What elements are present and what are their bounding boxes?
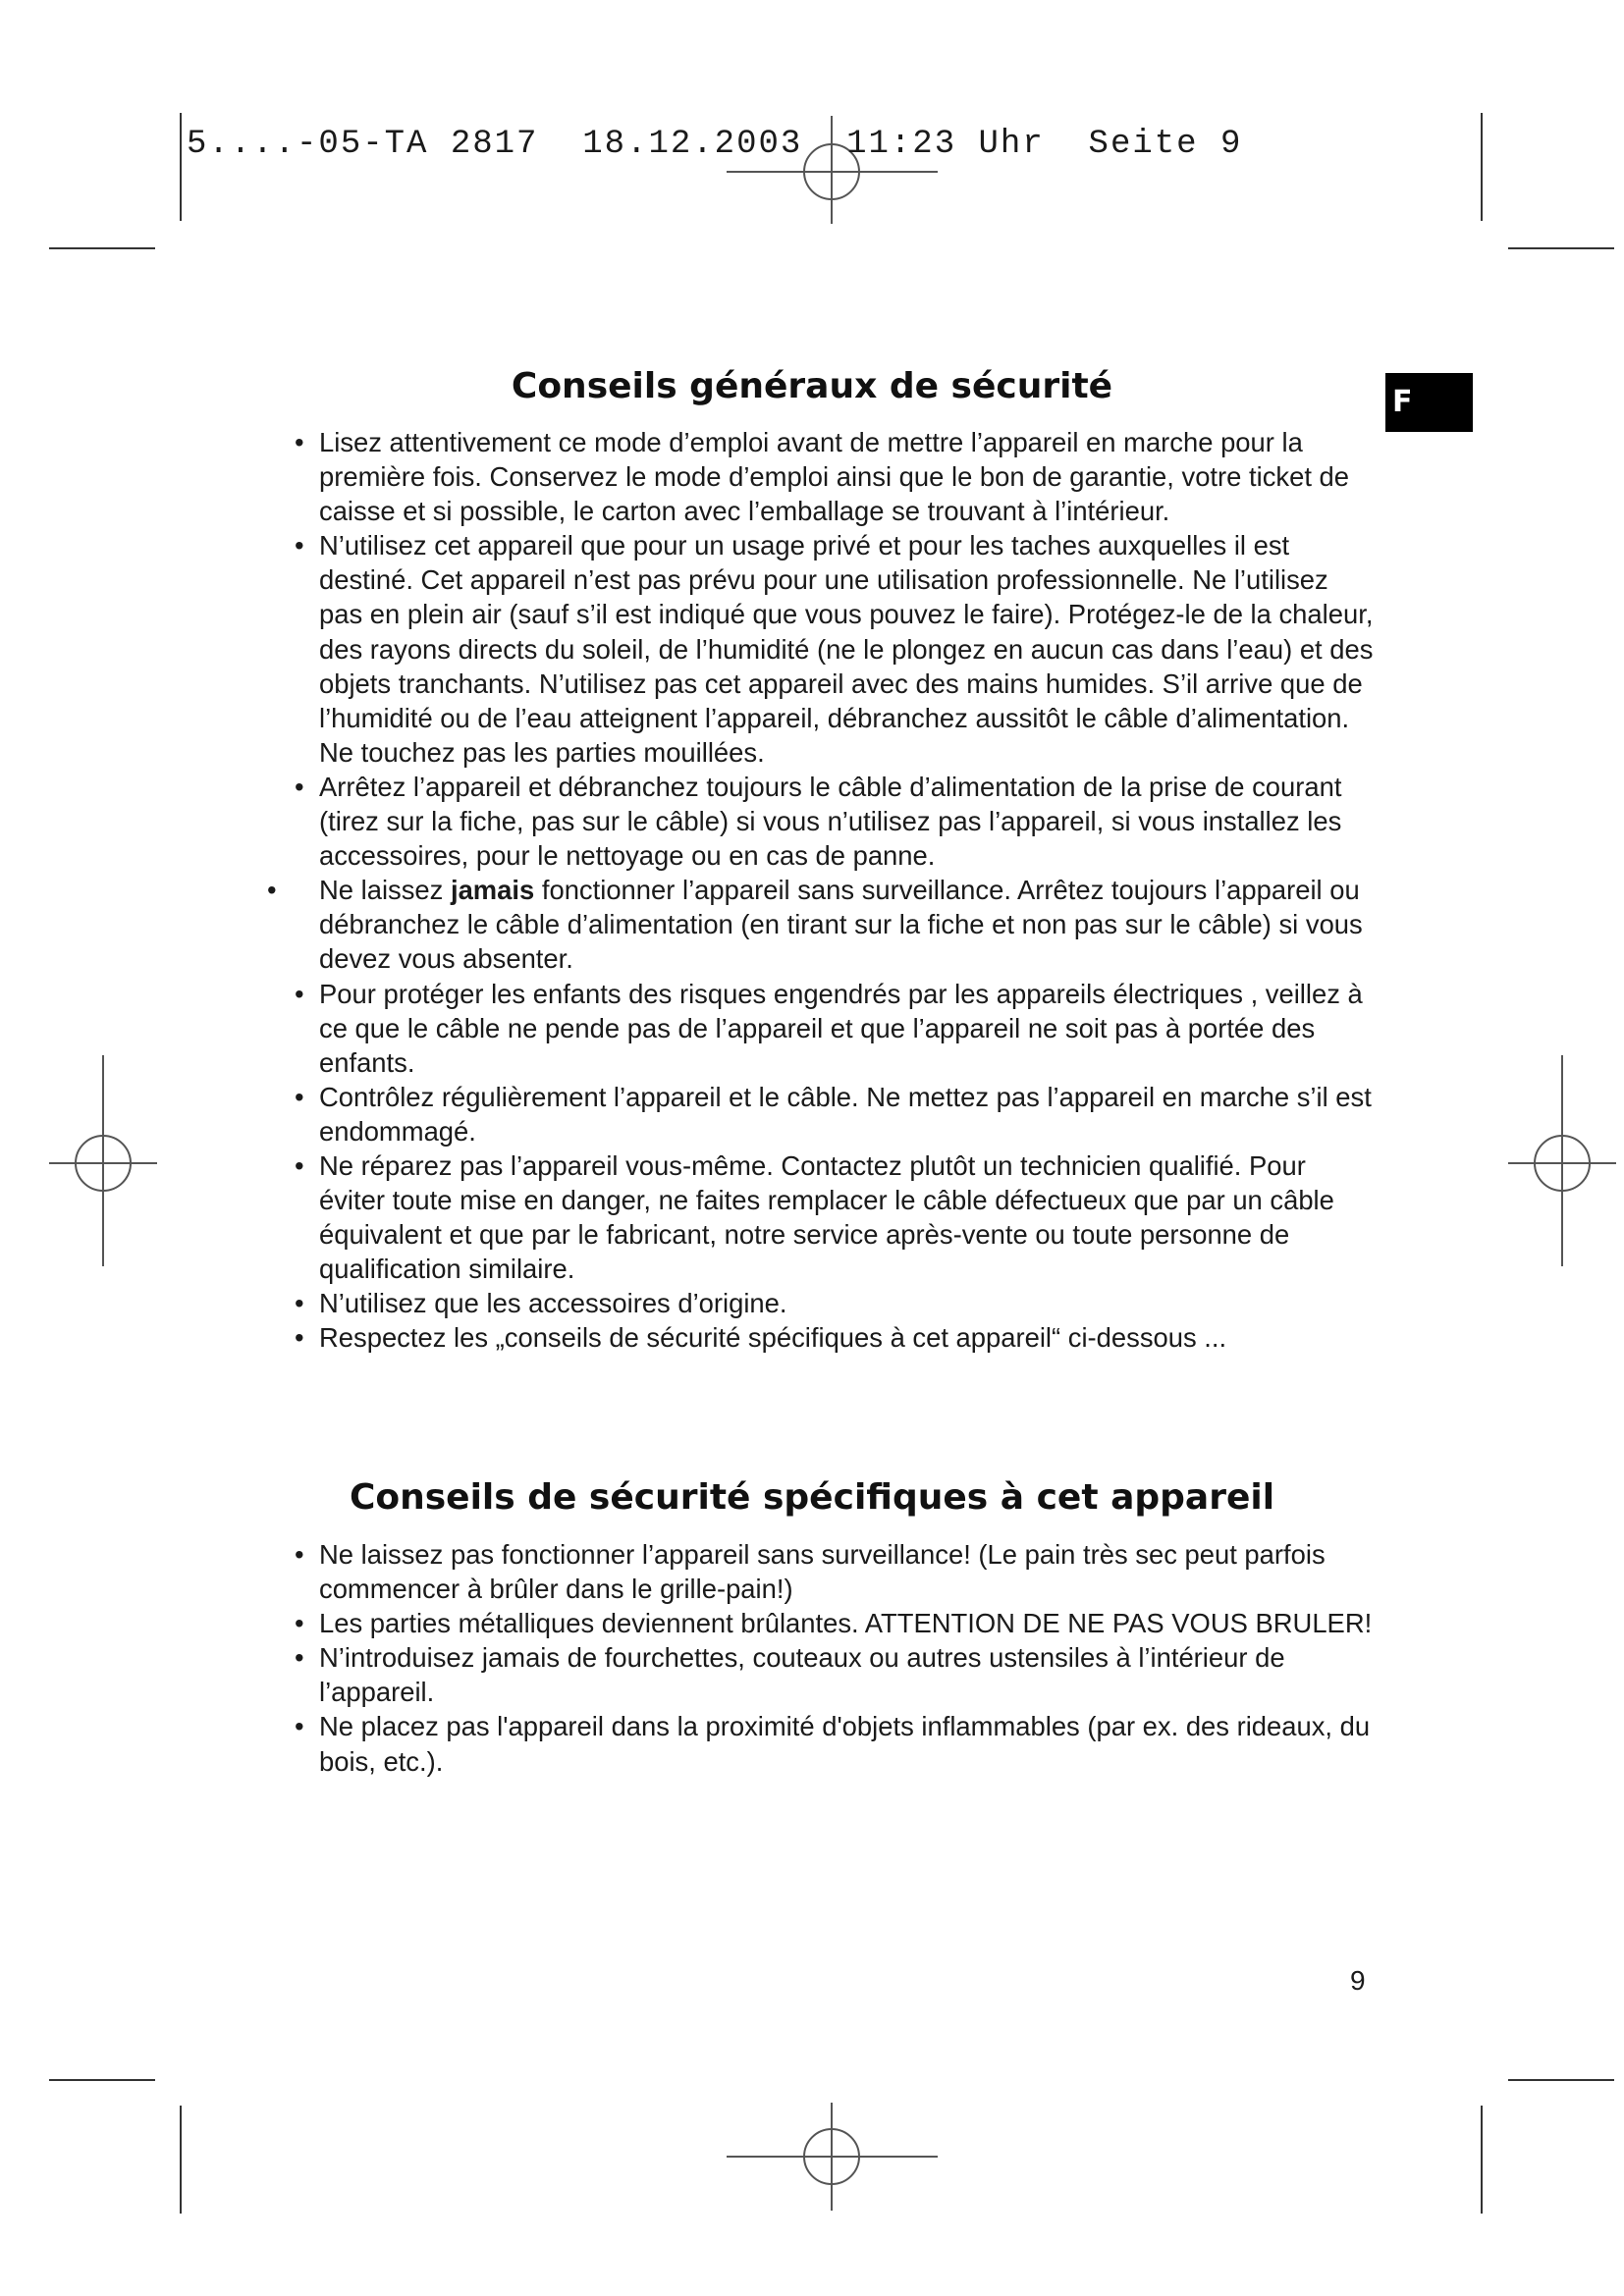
crop-mark bbox=[1508, 2079, 1614, 2081]
section-title-specific-safety: Conseils de sécurité spécifiques à cet appareil bbox=[349, 1477, 1275, 1518]
crop-mark bbox=[1508, 247, 1614, 249]
list-item: • Pour protéger les enfants des risques engendrés par les appareils électriques , veillez à ce que le câble ne pende pas de l’appareil et que l’appareil ne soit pas à portée des enfants. bbox=[267, 977, 1377, 1080]
list-item: • Ne laissez pas fonctionner l’appareil sans surveillance! (Le pain très sec peut parfois commencer à brûler dans le grille-pain!) bbox=[267, 1537, 1377, 1606]
item-text-before: Ne laissez bbox=[319, 875, 451, 906]
general-safety-list bbox=[267, 425, 1377, 1356]
list-item: • Contrôlez régulièrement l’appareil et le câble. Ne mettez pas l’appareil en marche s’il est endommagé. bbox=[267, 1080, 1377, 1148]
registration-mark-bottom bbox=[727, 2103, 943, 2211]
page-number: 9 bbox=[1350, 1965, 1366, 1996]
list-item: • Ne réparez pas l’appareil vous-même. Contactez plutôt un technicien qualifié. Pour éviter toute mise en danger, ne faites remplacer le câble défectueux que par un câble équivalent et que par le fabricant, notre service après-vente ou toute personne de qualification similaire. bbox=[267, 1148, 1377, 1286]
section-title-general-safety: Conseils généraux de sécurité bbox=[511, 366, 1113, 406]
crop-mark bbox=[180, 113, 182, 221]
registration-mark-left bbox=[49, 1055, 157, 1271]
list-item: • Lisez attentivement ce mode d’emploi avant de mettre l’appareil en marche pour la première fois. Conservez le mode d’emploi ainsi que le bon de garantie, votre ticket de caisse et si possible, le carton avec l’emballage se trouvant à l’intérieur. bbox=[267, 425, 1377, 528]
item-text-bold: jamais bbox=[450, 875, 535, 906]
list-item: • N’introduisez jamais de fourchettes, couteaux ou autres ustensiles à l’intérieur de l’appareil. bbox=[267, 1640, 1377, 1709]
list-item: • Respectez les „conseils de sécurité spécifiques à cet appareil“ ci-dessous ... bbox=[267, 1320, 1377, 1355]
list-item: • Arrêtez l’appareil et débranchez toujours le câble d’alimentation de la prise de courant (tirez sur la fiche, pas sur le câble) si vous n’utilisez pas l’appareil, si vous installez les accessoires, pour le nettoyage ou en cas de panne. bbox=[267, 770, 1377, 873]
list-item: • Ne placez pas l'appareil dans la proximité d'objets inflammables (par ex. des rideaux, du bois, etc.). bbox=[267, 1709, 1377, 1778]
list-item bbox=[267, 873, 1377, 976]
language-tab: F bbox=[1385, 373, 1473, 432]
crop-mark bbox=[49, 247, 155, 249]
crop-mark bbox=[1481, 2106, 1483, 2214]
specific-safety-list bbox=[267, 1537, 1377, 1779]
print-slug-line: 5....-05-TA 2817 18.12.2003 11:23 Uhr Seite 9 bbox=[187, 126, 1243, 163]
crop-mark bbox=[1481, 113, 1483, 221]
item-text-after: fonctionner l’appareil sans surveillance. Arrêtez toujours l’appareil ou débranchez le câble d’alimentation (en tirant sur la fiche et non pas sur le câble) si vous devez vous absenter. bbox=[319, 875, 1363, 975]
list-item: • Les parties métalliques deviennent brûlantes. ATTENTION DE NE PAS VOUS BRULER! bbox=[267, 1606, 1377, 1640]
list-item: • N’utilisez que les accessoires d’origine. bbox=[267, 1286, 1377, 1320]
crop-mark bbox=[180, 2106, 182, 2214]
list-item: • N’utilisez cet appareil que pour un usage privé et pour les taches auxquelles il est destiné. Cet appareil n’est pas prévu pour une utilisation professionnelle. Ne l’utilisez pas en plein air (sauf s’il est indiqué que vous pouvez le faire). Protégez-le de la chaleur, des rayons directs du soleil, de l’humidité (ne le plongez en aucun cas dans l’eau) et des objets tranchants. N’utilisez pas cet appareil avec des mains humides. S’il arrive que de l’humidité ou de l’eau atteignent l’appareil, débranchez aussitôt le câble d’alimentation. Ne touchez pas les parties mouillées. bbox=[267, 528, 1377, 770]
registration-mark-right bbox=[1508, 1055, 1616, 1271]
crop-mark bbox=[49, 2079, 155, 2081]
